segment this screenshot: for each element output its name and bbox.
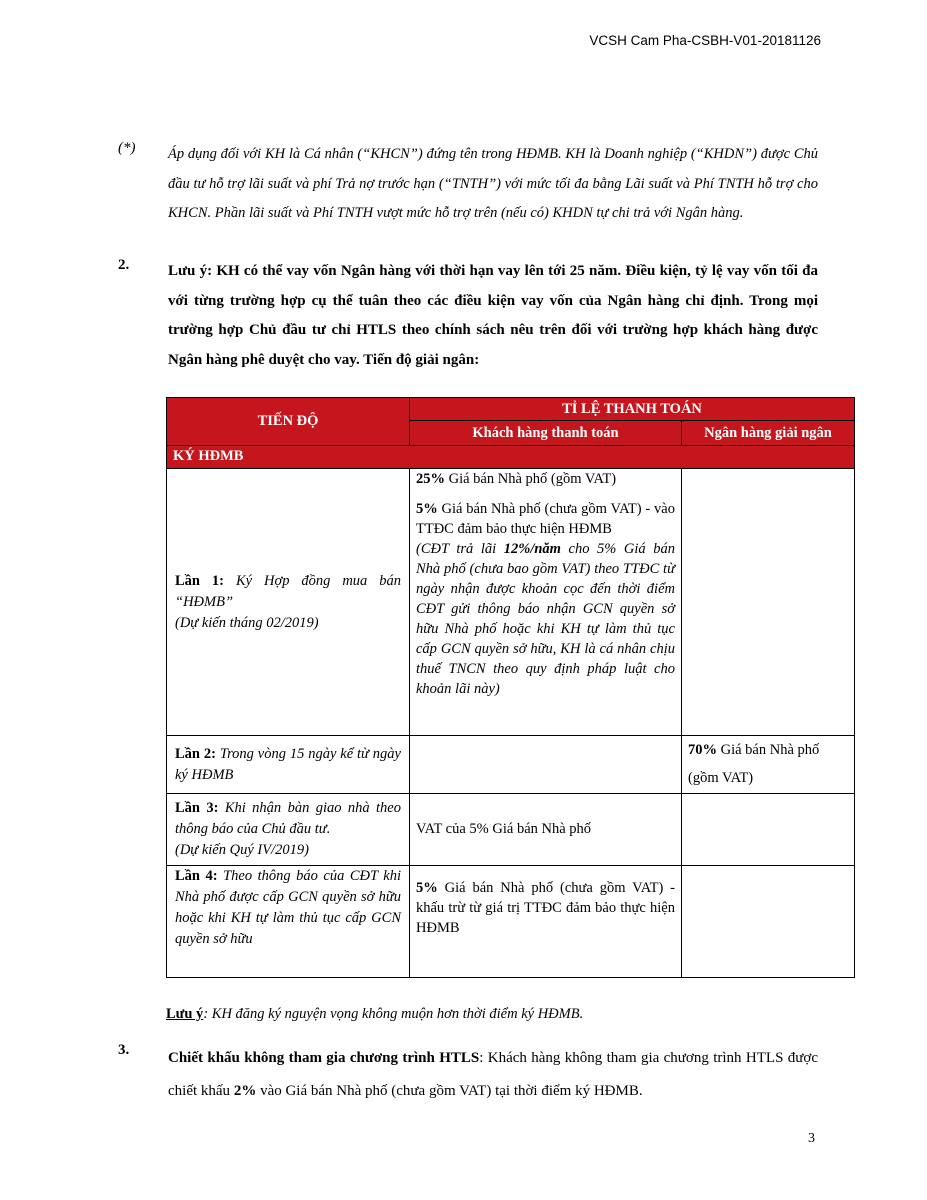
stage-2-cell — [167, 736, 410, 794]
group-label: KÝ HĐMB — [167, 446, 855, 469]
stage-1-interest-rate: 12%/năm — [503, 541, 561, 557]
section-3-title: Chiết khấu không tham gia chương trình HTLS — [168, 1050, 480, 1066]
section-3-text-a: : Khách hàng không tham gia chương trình HTLS được chiết khấu — [168, 1050, 818, 1099]
stage-1-label: Lần 1: — [175, 572, 225, 589]
table-row — [167, 469, 855, 736]
group-row-sign-contract — [167, 446, 855, 469]
stage-1-pay-b-pct: 5% — [416, 501, 438, 517]
section-3 — [118, 1042, 818, 1108]
footnote-text: Áp dụng đối với KH là Cá nhân (“KHCN”) đứng tên trong HĐMB. KH là Doanh nghiệp (“KHDN”) được Chủ đầu tư hỗ trợ lãi suất và phí Trả nợ trước hạn (“TNTH”) với mức tối đa bằng Lãi suất và Phí TNTH hỗ trợ cho KHCN. Phần lãi suất và Phí TNTH vượt mức hỗ trợ trên (nếu có) KHDN tự chi trả với Ngân hàng. — [168, 146, 818, 221]
stage-1-pay-a-text: Giá bán Nhà phố (gồm VAT) — [445, 471, 617, 487]
stage-3-label: Lần 3: — [175, 800, 219, 816]
section-2-number: 2. — [118, 257, 130, 273]
stage-2-desc: Trong vòng 15 ngày kể từ ngày ký HĐMB — [175, 745, 401, 783]
footnote — [118, 140, 818, 229]
stage-1-cell — [167, 469, 410, 736]
section-3-text — [168, 1042, 818, 1108]
page-number: 3 — [808, 1131, 815, 1146]
stage-2-customer-payment — [410, 736, 682, 794]
table-row — [167, 866, 855, 978]
section-2-text: Lưu ý: KH có thể vay vốn Ngân hàng với thời hạn vay lên tới 25 năm. Điều kiện, tỷ lệ vay vốn tối đa với từng trường hợp cụ thể tuân theo các điều kiện vay vốn của Ngân hàng chỉ định. Trong mọi trường hợp Chủ đầu tư chỉ HTLS theo chính sách nêu trên đối với trường hợp khách hàng được Ngân hàng phê duyệt cho vay. Tiến độ giải ngân: — [168, 263, 818, 368]
stage-4-desc: Theo thông báo của CĐT khi Nhà phố được cấp GCN quyền sở hữu hoặc khi KH tự làm thủ tục cấp GCN quyền sở hữu — [175, 868, 402, 947]
table-row — [167, 736, 855, 794]
section-2 — [118, 257, 818, 375]
stage-4-bank-disbursement — [682, 866, 855, 978]
header-progress: TIẾN ĐỘ — [167, 398, 410, 446]
table-note-label: Lưu ý — [166, 1006, 204, 1022]
header-payment-ratio: TỈ LỆ THANH TOÁN — [410, 398, 855, 421]
stage-3-customer-payment: VAT của 5% Giá bán Nhà phố — [410, 794, 682, 866]
stage-4-label: Lần 4: — [175, 868, 218, 884]
table-note-text: : KH đăng ký nguyện vọng không muộn hơn thời điểm ký HĐMB. — [203, 1006, 584, 1022]
stage-1-bank-disbursement — [682, 469, 855, 736]
stage-3-cell — [167, 794, 410, 866]
stage-1-pay-c-post: cho 5% Giá bán Nhà phố (chưa bao gồm VAT) theo TTĐC từ ngày nhận được khoản cọc đến thời điểm CĐT gửi thông báo nhận GCN quyền sở hữu Nhà phố hoặc khi KH tự làm thủ tục cấp GCN quyền sở hữu, KH là cá nhân chịu thuế TNCN theo quy định pháp luật cho khoản lãi này) — [416, 541, 675, 697]
stage-1-desc: Ký Hợp đồng mua bán “HĐMB” — [175, 572, 401, 610]
stage-3-desc2: (Dự kiến Quý IV/2019) — [175, 842, 309, 858]
section-3-number: 3. — [118, 1042, 130, 1058]
stage-2-label: Lần 2: — [175, 745, 216, 762]
header-bank-disbursement: Ngân hàng giải ngân — [682, 421, 855, 446]
stage-2-bank-pct: 70% — [688, 742, 717, 758]
stage-2-bank-disbursement — [682, 736, 855, 794]
table-header-row — [167, 398, 855, 421]
section-3-discount: 2% — [233, 1083, 257, 1099]
stage-2-bank-text: Giá bán Nhà phố (gồm VAT) — [688, 742, 820, 786]
stage-4-cell — [167, 866, 410, 978]
stage-3-bank-disbursement — [682, 794, 855, 866]
stage-4-pay-text: Giá bán Nhà phố (chưa gồm VAT) - khấu trừ từ giá trị TTĐC đảm bảo thực hiện HĐMB — [416, 880, 675, 936]
table-note — [166, 1006, 583, 1023]
header-customer-payment: Khách hàng thanh toán — [410, 421, 682, 446]
stage-1-desc2: (Dự kiến tháng 02/2019) — [175, 614, 319, 631]
stage-1-pay-a-pct: 25% — [416, 471, 445, 487]
document-code: VCSH Cam Pha-CSBH-V01-20181126 — [589, 33, 821, 48]
footnote-marker: (*) — [118, 140, 136, 156]
stage-3-desc: Khi nhận bàn giao nhà theo thông báo của Chủ đầu tư. — [175, 800, 401, 837]
disbursement-schedule-table — [166, 397, 855, 978]
stage-1-pay-c-pre: (CĐT trả lãi — [416, 541, 504, 557]
stage-1-pay-b-text: Giá bán Nhà phố (chưa gồm VAT) - vào TTĐC đảm bảo thực hiện HĐMB — [416, 501, 675, 537]
stage-1-customer-payment — [410, 469, 682, 736]
table-row — [167, 794, 855, 866]
section-3-text-b: vào Giá bán Nhà phố (chưa gồm VAT) tại thời điểm ký HĐMB. — [256, 1083, 643, 1099]
stage-4-pay-pct: 5% — [416, 880, 438, 896]
stage-4-customer-payment — [410, 866, 682, 978]
